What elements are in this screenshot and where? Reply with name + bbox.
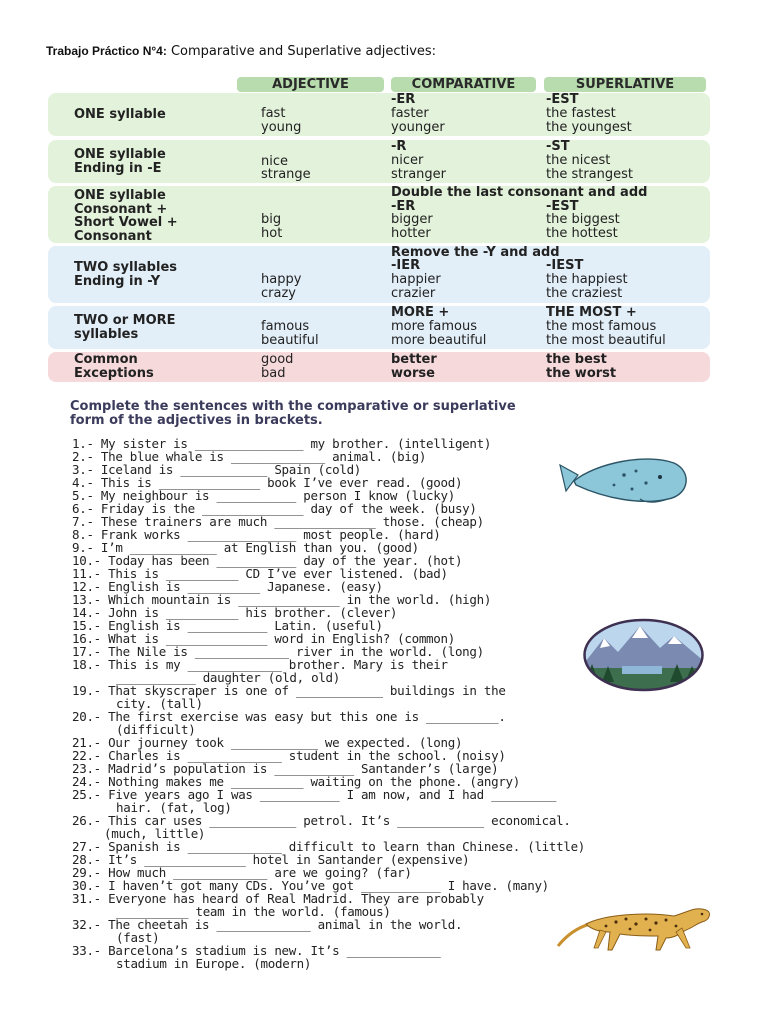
exercise-line: 22.- Charles is _____________ student in the school. (noisy) [72, 748, 506, 763]
exercise-line: 17.- The Nile is _____________ river in the world. (long) [72, 644, 484, 659]
comparative: better [391, 352, 437, 367]
comparative: worse [391, 366, 435, 381]
exercise-line: 8.- Frank works _______________ most people. (hard) [72, 527, 441, 542]
comparative-rule: -ER [391, 199, 416, 214]
superlative-rule: -EST [546, 92, 579, 107]
adjective: hot [261, 226, 283, 241]
superlative: the best [546, 352, 607, 367]
comparative-rule: MORE + [391, 305, 450, 320]
superlative: the most famous [546, 319, 657, 334]
cheetah-illustration [556, 902, 716, 952]
exercise-line: 13.- Which mountain is ______________ in the world. (high) [72, 592, 492, 607]
exercise-line: 11.- This is __________ CD I’ve ever listened. (bad) [72, 566, 448, 581]
exercise-line: 28.- It’s ______________ hotel in Santander (expensive) [72, 852, 470, 867]
exercise-line: 27.- Spanish is _____________ difficult to learn than Chinese. (little) [72, 839, 586, 854]
superlative-rule: -IEST [546, 258, 584, 273]
adjective: big [261, 212, 282, 227]
instruction-line: form of the adjectives in brackets. [70, 413, 323, 428]
exercise-line: __________ team in the world. (famous) [116, 904, 391, 919]
superlative-rule: -ST [546, 139, 570, 154]
exercise-line: 18.- This is my _____________ brother. Mary is their [72, 657, 448, 672]
exercise-line: 6.- Friday is the ______________ day of the week. (busy) [72, 501, 477, 516]
comparative: more famous [391, 319, 477, 334]
row-label: TWO or MORE [74, 313, 176, 328]
comparative: hotter [391, 226, 431, 241]
row-label: Ending in -Y [74, 274, 161, 289]
instruction-line: Complete the sentences with the comparative or superlative [70, 399, 516, 414]
row-label: Exceptions [74, 366, 154, 381]
exercise-line: (much, little) [104, 826, 206, 841]
superlative-rule: -EST [546, 199, 579, 214]
title-rest: Comparative and Superlative adjectives: [166, 44, 437, 59]
superlative: the hottest [546, 226, 618, 241]
row-label: Consonant + [74, 202, 168, 217]
exercise-line: 23.- Madrid’s population is ___________ Santander’s (large) [72, 761, 499, 776]
exercise-line: 26.- This car uses ____________ petrol. It’s ____________ economical. [72, 813, 571, 828]
comparative: crazier [391, 286, 436, 301]
superlative: the nicest [546, 153, 611, 168]
exercise-line: ___________ daughter (old, old) [116, 670, 340, 685]
exercise-line: 9.- I’m ____________ at English than you. (good) [72, 540, 419, 555]
row-label: ONE syllable [74, 147, 166, 162]
exercise-line: 2.- The blue whale is _____________ animal. (big) [72, 449, 427, 464]
adjective: crazy [261, 286, 296, 301]
exercise-line: 4.- This is ______________ book I’ve ever read. (good) [72, 475, 463, 490]
exercise-line: 14.- John is __________ his brother. (clever) [72, 605, 398, 620]
adjective: famous [261, 319, 310, 334]
exercise-line: hair. (fat, log) [116, 800, 232, 815]
header-superlative: SUPERLATIVE [544, 77, 706, 92]
comparative-rule: -R [391, 139, 407, 154]
comparative: faster [391, 106, 429, 121]
row-label: Consonant [74, 229, 152, 244]
superlative: the most beautiful [546, 333, 666, 348]
exercise-line: 29.- How much _____________ are we going? (far) [72, 865, 412, 880]
row-label: ONE syllable [74, 107, 166, 122]
exercise-line: 16.- What is ______________ word in English? (common) [72, 631, 455, 646]
adjective: nice [261, 154, 288, 169]
exercise-line: 31.- Everyone has heard of Real Madrid. They are probably [72, 891, 484, 906]
superlative: the craziest [546, 286, 623, 301]
title-bold: Trabajo Práctico N°4: [46, 44, 167, 58]
comparative: stranger [391, 167, 447, 182]
adjective: bad [261, 366, 286, 381]
whale-illustration [556, 453, 694, 507]
exercise-line: 12.- English is __________ Japanese. (easy) [72, 579, 383, 594]
instructions [70, 400, 516, 428]
rule-description: Double the last consonant and add [391, 185, 648, 200]
exercise-line: (fast) [116, 930, 160, 945]
header-adjective: ADJECTIVE [237, 77, 384, 92]
exercise-line: (difficult) [116, 722, 196, 737]
mountain-landscape-illustration [582, 618, 705, 692]
exercise-line: 30.- I haven’t got many CDs. You’ve got ___________ I have. (many) [72, 878, 549, 893]
comparative-rule: -IER [391, 258, 421, 273]
exercise-line: 32.- The cheetah is _____________ animal in the world. [72, 917, 463, 932]
superlative: the worst [546, 366, 617, 381]
exercise-line: 20.- The first exercise was easy but this one is __________. [72, 709, 506, 724]
exercise-line: 5.- My neighbour is ___________ person I know (lucky) [72, 488, 455, 503]
exercise-line: 19.- That skyscraper is one of ____________ buildings in the [72, 683, 506, 698]
header-comparative: COMPARATIVE [391, 77, 536, 92]
superlative: the strangest [546, 167, 634, 182]
row-label: Short Vowel + [74, 215, 178, 230]
exercise-line: 7.- These trainers are much ______________ those. (cheap) [72, 514, 484, 529]
comparative: younger [391, 120, 445, 135]
rule-description: Remove the -Y and add [391, 245, 560, 260]
superlative: the fastest [546, 106, 616, 121]
exercise-line: 24.- Nothing makes me __________ waiting on the phone. (angry) [72, 774, 520, 789]
row-label: Common [74, 352, 138, 367]
document-title [46, 44, 436, 59]
adjective: young [261, 120, 302, 135]
exercise-line: 10.- Today has been ___________ day of the year. (hot) [72, 553, 463, 568]
exercise-line: 21.- Our journey took ____________ we expected. (long) [72, 735, 463, 750]
adjective: good [261, 352, 294, 367]
row-label: ONE syllable [74, 188, 166, 203]
adjective: happy [261, 272, 302, 287]
superlative: the youngest [546, 120, 632, 135]
superlative-rule: THE MOST + [546, 305, 637, 320]
adjective: beautiful [261, 333, 319, 348]
exercise-line: 33.- Barcelona’s stadium is new. It’s _____________ [72, 943, 441, 958]
comparative: nicer [391, 153, 424, 168]
superlative: the happiest [546, 272, 628, 287]
comparative-rule: -ER [391, 92, 416, 107]
exercise-line: city. (tall) [116, 696, 203, 711]
exercise-line: 25.- Five years ago I was ___________ I am now, and I had _________ [72, 787, 557, 802]
superlative: the biggest [546, 212, 620, 227]
comparative: happier [391, 272, 441, 287]
comparative: more beautiful [391, 333, 487, 348]
comparative: bigger [391, 212, 433, 227]
row-label: TWO syllables [74, 260, 177, 275]
adjective: fast [261, 106, 286, 121]
exercise-line: stadium in Europe. (modern) [116, 956, 312, 971]
row-label: syllables [74, 327, 139, 342]
exercise-line: 15.- English is ___________ Latin. (useful) [72, 618, 383, 633]
exercise-line: 3.- Iceland is ____________ Spain (cold) [72, 462, 362, 477]
row-label: Ending in -E [74, 161, 162, 176]
exercise-line: 1.- My sister is _______________ my brother. (intelligent) [72, 436, 492, 451]
adjective: strange [261, 167, 311, 182]
